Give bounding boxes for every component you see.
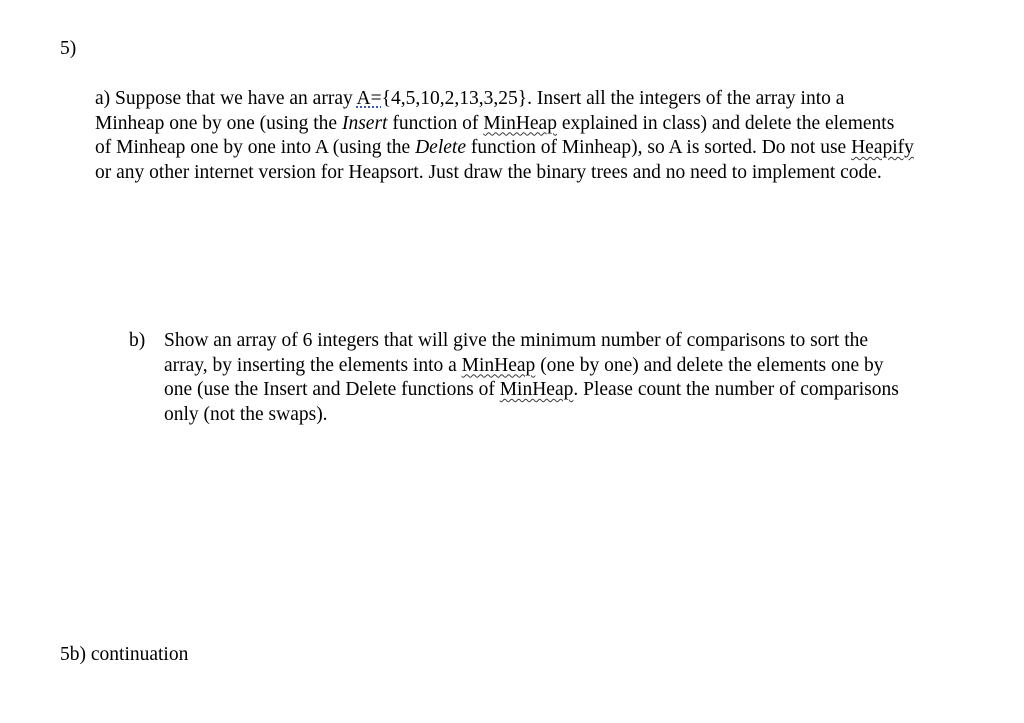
part-a-delete-term: Delete bbox=[415, 137, 466, 159]
part-a-array-name: A= bbox=[356, 88, 382, 109]
part-b-minheap-term: MinHeap bbox=[461, 354, 536, 376]
part-a-text: function of Minheap), so A is sorted. Do not use bbox=[465, 137, 852, 159]
part-b-minheap-term: MinHeap bbox=[499, 379, 574, 401]
part-a-text: a) Suppose that we have an array bbox=[95, 88, 357, 109]
part-b-label: b) bbox=[129, 330, 146, 351]
question-number: 5) bbox=[60, 38, 77, 59]
part-a-text: function of bbox=[387, 112, 484, 134]
part-b-text: (one by one) and delete the elements one by one (use the Insert and Delete functions of bbox=[164, 354, 884, 401]
part-b-text: Show an array of 6 integers that will give the minimum number of comparisons to sort the array, by inserting the elements into a bbox=[164, 330, 869, 376]
part-a-text: or any other internet version for Heapsort. Just draw the binary trees and no need to implement code. bbox=[95, 161, 882, 183]
part-a-text: explained in class) and delete the elements of Minheap one by one into A (using the bbox=[95, 112, 895, 159]
part-a-minheap-term: MinHeap bbox=[483, 112, 557, 134]
part-a-heapify-term: Heapify bbox=[851, 137, 914, 159]
continuation-heading: 5b) continuation bbox=[60, 644, 189, 665]
part-a-text: {4,5,10,2,13,3,25}. Insert all the integers of the array into a Minheap one by one (using the bbox=[95, 88, 845, 134]
part-a-insert-term: Insert bbox=[341, 112, 388, 134]
part-b-body bbox=[164, 329, 909, 427]
part-b-text: . Please count the number of comparisons only (not the swaps). bbox=[164, 379, 899, 425]
question-part-b bbox=[129, 329, 909, 427]
question-part-a bbox=[95, 87, 915, 185]
